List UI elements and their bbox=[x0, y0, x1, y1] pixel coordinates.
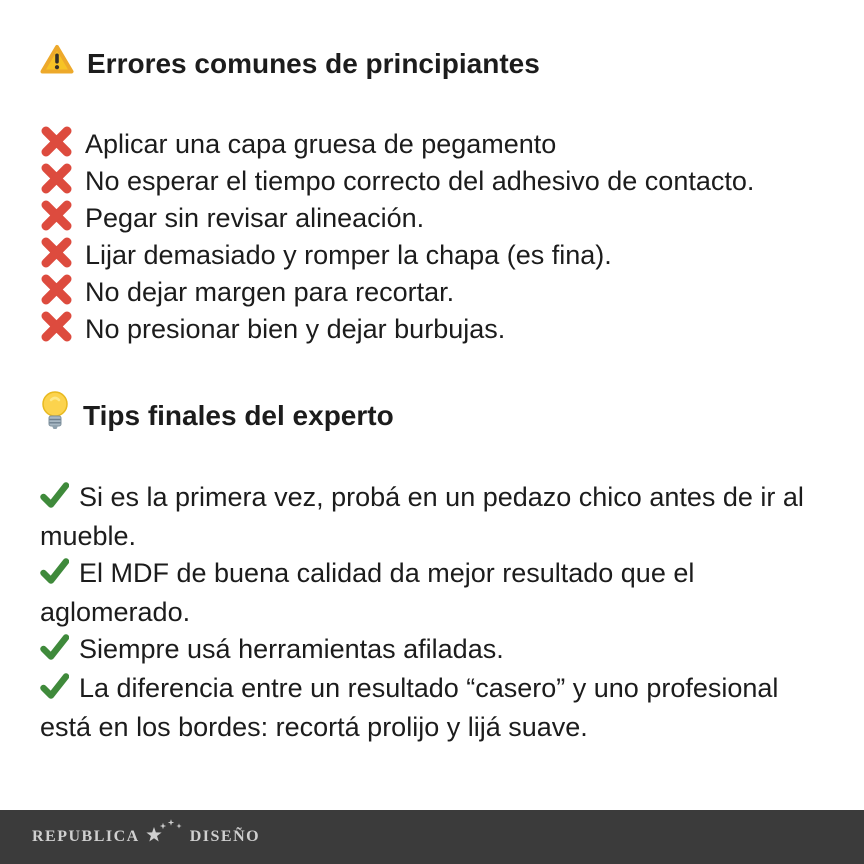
error-item-text: Lijar demasiado y romper la chapa (es fina). bbox=[85, 240, 612, 270]
tip-item-text: La diferencia entre un resultado “casero” y uno profesional está en los bordes: recortá prolijo y lijá suave. bbox=[40, 673, 779, 742]
errors-list bbox=[40, 126, 828, 348]
tips-title-text: Tips finales del experto bbox=[83, 399, 394, 431]
lightbulb-icon bbox=[40, 390, 70, 441]
brand-logo bbox=[32, 822, 260, 853]
error-item-text: No dejar margen para recortar. bbox=[85, 277, 455, 307]
check-icon bbox=[40, 633, 69, 670]
cross-icon bbox=[40, 199, 73, 239]
cross-icon bbox=[40, 125, 73, 165]
error-item-text: No presionar bien y dejar burbujas. bbox=[85, 314, 506, 344]
list-item bbox=[40, 311, 828, 348]
error-item-text: Aplicar una capa gruesa de pegamento bbox=[85, 129, 557, 159]
list-item bbox=[40, 479, 828, 555]
list-item bbox=[40, 631, 828, 670]
check-icon bbox=[40, 672, 69, 709]
list-item bbox=[40, 274, 828, 311]
tip-item-text: Si es la primera vez, probá en un pedazo chico antes de ir al mueble. bbox=[40, 482, 804, 551]
brand-left-text: REPUBLICA bbox=[32, 828, 140, 845]
footer-bar bbox=[0, 810, 864, 864]
brand-right-text: DISEÑO bbox=[189, 828, 261, 845]
check-icon bbox=[40, 557, 69, 594]
tip-item-text: Siempre usá herramientas afiladas. bbox=[79, 634, 504, 664]
list-item bbox=[40, 163, 828, 200]
errors-title-text: Errores comunes de principiantes bbox=[87, 48, 540, 79]
error-item-text: No esperar el tiempo correcto del adhesivo de contacto. bbox=[85, 166, 755, 196]
warning-icon bbox=[40, 44, 74, 84]
tips-list bbox=[40, 479, 828, 746]
list-item bbox=[40, 670, 828, 746]
error-item-text: Pegar sin revisar alineación. bbox=[85, 203, 425, 233]
list-item bbox=[40, 200, 828, 237]
errors-section-title bbox=[40, 44, 828, 84]
tips-section-title bbox=[40, 390, 828, 441]
cross-icon bbox=[40, 310, 73, 350]
list-item bbox=[40, 126, 828, 163]
tip-item-text: El MDF de buena calidad da mejor resultado que el aglomerado. bbox=[40, 558, 695, 627]
cross-icon bbox=[40, 273, 73, 313]
cross-icon bbox=[40, 236, 73, 276]
stars-icon bbox=[146, 819, 186, 850]
check-icon bbox=[40, 481, 69, 518]
list-item bbox=[40, 237, 828, 274]
list-item bbox=[40, 555, 828, 631]
cross-icon bbox=[40, 162, 73, 202]
